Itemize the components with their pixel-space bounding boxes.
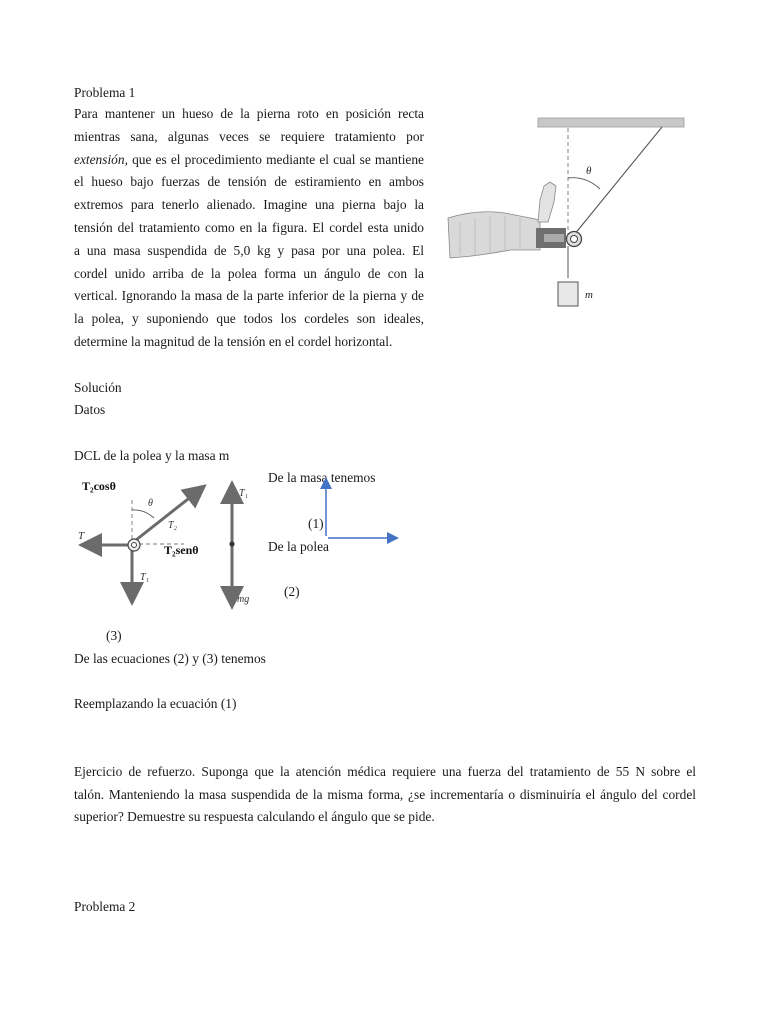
paragraph-line: tensión del tratamiento como en la figura. El cordel esta unido — [74, 219, 424, 235]
free-body-diagram — [74, 470, 264, 615]
paragraph-line: extremos para tenerlo alienado. Imagine una pierna bajo la — [74, 197, 424, 213]
paragraph-line: el hueso bajo fuerzas de tensión de estiramiento en ambos — [74, 174, 424, 190]
exercise-paragraph — [74, 761, 696, 829]
mass-block — [558, 282, 578, 306]
exercise-line: Ejercicio de refuerzo. Suponga que la atención médica requiere una fuerza del tratamiento de 55 N sobre el — [74, 764, 696, 779]
pulley-hub — [571, 236, 578, 243]
dcl-heading: DCL de la polea y la masa m — [74, 448, 230, 463]
blue-arrows — [316, 476, 406, 546]
eq3-label: (3) — [106, 628, 122, 643]
from-mass-label: De la masa tenemos — [268, 470, 376, 485]
exercise-line: superior? Demuestre su respuesta calculando el ángulo que se pide. — [74, 809, 435, 825]
from-equations-label: De las ecuaciones (2) y (3) tenemos — [74, 651, 266, 666]
paragraph-line: vertical. Ignorando la masa de la parte inferior de la pierna y de — [74, 288, 424, 304]
solution-heading: Solución — [74, 380, 122, 395]
fbd-t2-label: T₂ — [168, 520, 178, 531]
leg-cast — [448, 212, 540, 258]
paragraph-line: cordel unido arriba de la polea forma un ángulo de con la — [74, 265, 424, 281]
paragraph-line: a una masa suspendida de 5,0 kg y pasa por una polea. El — [74, 242, 424, 258]
theta-label: θ — [586, 165, 592, 177]
strap-clip — [544, 234, 564, 242]
traction-figure — [440, 110, 700, 315]
t2cos-label: T₂cosθ — [82, 479, 116, 493]
paragraph-line: la polea, y suponiendo que todos los cordeles son ideales, — [74, 311, 424, 327]
mass-label: m — [585, 289, 593, 301]
fbd-t1-label: T₁ — [140, 572, 150, 583]
t2-arrow — [136, 488, 202, 540]
fbd-t-label: T — [78, 530, 85, 542]
paragraph-rest: que es el procedimiento mediante el cual se mantiene — [132, 151, 424, 167]
replacing-label: Reemplazando la ecuación (1) — [74, 696, 237, 711]
exercise-line: talón. Manteniendo la masa suspendida de la misma forma, ¿se incrementaría o disminuiría el ángulo del cordel — [74, 786, 696, 802]
eq2-label: (2) — [284, 584, 300, 599]
paragraph-italic-word: extensión, — [74, 151, 128, 167]
paragraph-line: Para mantener un hueso de la pierna roto en posición recta — [74, 106, 424, 121]
t2sen-label: T₂senθ — [164, 543, 199, 557]
fbd-pulley-hub — [132, 543, 137, 548]
mass-point — [229, 541, 234, 546]
mass-t1-label: T₁ — [239, 488, 249, 499]
eq1-label: (1) — [308, 516, 324, 531]
fbd-angle-arc — [132, 510, 154, 518]
foot — [538, 182, 556, 222]
problem1-heading: Problema 1 — [74, 85, 136, 100]
angle-arc — [568, 178, 600, 189]
problem1-paragraph — [74, 103, 424, 354]
mass-mg-label: mg — [237, 594, 250, 605]
paragraph-line: determine la magnitud de la tensión en el cordel horizontal. — [74, 333, 393, 349]
paragraph-line — [74, 149, 424, 172]
data-heading: Datos — [74, 402, 106, 417]
paragraph-line: mientras sana, algunas veces se requiere tratamiento por — [74, 128, 424, 144]
fbd-theta: θ — [148, 498, 153, 509]
from-pulley-label: De la polea — [268, 539, 329, 554]
ceiling-bar — [538, 118, 684, 127]
problem2-heading: Problema 2 — [74, 899, 136, 914]
